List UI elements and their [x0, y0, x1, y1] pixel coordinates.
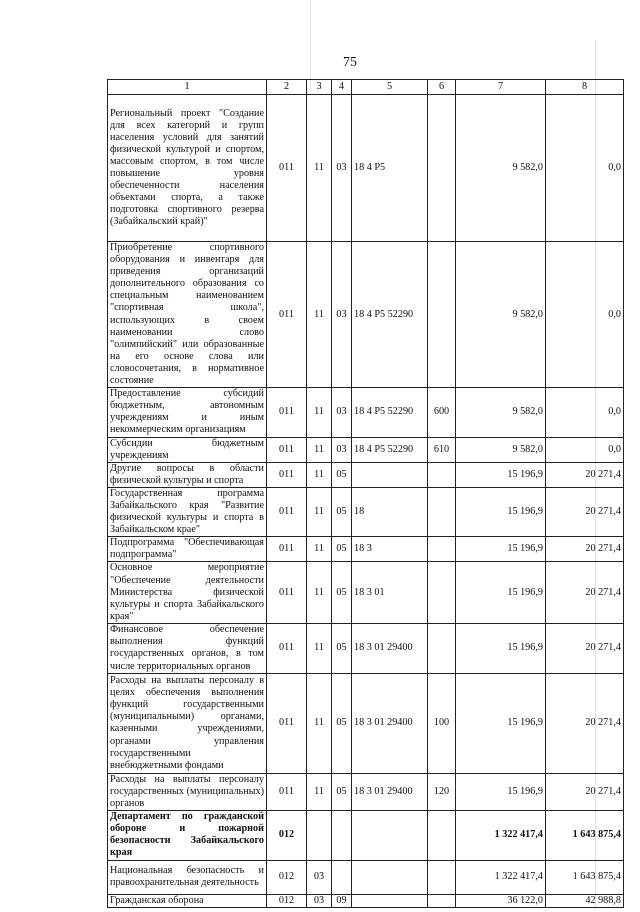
target-article-cell: 18 3 01 29400	[352, 773, 428, 810]
table-header-row	[108, 80, 624, 95]
column-header: 8	[546, 80, 624, 95]
column-header: 4	[332, 80, 352, 95]
row-name-cell: Расходы на выплаты персоналу государственных (муниципальных) органов	[108, 773, 267, 810]
target-article-cell	[352, 462, 428, 487]
column-header: 5	[352, 80, 428, 95]
row-name-cell: Приобретение спортивного оборудования и инвентаря для приведения организаций дополнительного образования со специальным наименованием "спортивная школа", использующих в своем наименовании слово "олимпийский" или образованные на его основе слова или словосочетания, в нормативное состояние	[108, 242, 267, 388]
subsection-code-cell: 05	[332, 462, 352, 487]
subsection-code-cell: 03	[332, 388, 352, 437]
section-code-cell: 11	[307, 623, 332, 673]
table-row	[108, 537, 624, 562]
amount-col7-cell: 36 122,0	[456, 894, 546, 907]
table-row	[108, 242, 624, 388]
target-article-cell: 18 3	[352, 537, 428, 562]
target-article-cell: 18 3 01 29400	[352, 623, 428, 673]
amount-col8-cell: 20 271,4	[546, 673, 624, 773]
table-row	[108, 623, 624, 673]
section-code-cell: 11	[307, 562, 332, 623]
amount-col7-cell: 15 196,9	[456, 537, 546, 562]
target-article-cell	[352, 811, 428, 860]
table-row	[108, 437, 624, 462]
target-article-cell: 18 4 P5 52290	[352, 242, 428, 388]
amount-col8-cell: 20 271,4	[546, 487, 624, 536]
amount-col8-cell: 0,0	[546, 388, 624, 437]
table-row	[108, 811, 624, 860]
row-name-cell: Государственная программа Забайкальского края "Развитие физической культуры и спорта в Забайкальском крае"	[108, 487, 267, 536]
target-article-cell: 18 4 P5	[352, 95, 428, 242]
amount-col7-cell: 15 196,9	[456, 773, 546, 810]
table-row	[108, 894, 624, 907]
table-row	[108, 388, 624, 437]
table-row	[108, 773, 624, 810]
row-name-cell: Расходы на выплаты персоналу в целях обеспечения выполнения функций государственными (муниципальными) органами, казенными учреждениями, органами управления государственными внебюджетными фондами	[108, 673, 267, 773]
amount-col7-cell: 15 196,9	[456, 487, 546, 536]
amount-col7-cell: 15 196,9	[456, 462, 546, 487]
column-header: 6	[428, 80, 456, 95]
amount-col8-cell: 0,0	[546, 242, 624, 388]
expense-type-cell: 610	[428, 437, 456, 462]
expense-type-cell	[428, 894, 456, 907]
ministry-code-cell: 012	[267, 811, 307, 860]
target-article-cell: 18 3 01 29400	[352, 673, 428, 773]
ministry-code-cell: 011	[267, 95, 307, 242]
subsection-code-cell: 03	[332, 95, 352, 242]
expense-type-cell: 120	[428, 773, 456, 810]
section-code-cell: 11	[307, 95, 332, 242]
subsection-code-cell: 03	[332, 242, 352, 388]
column-header: 7	[456, 80, 546, 95]
subsection-code-cell	[332, 811, 352, 860]
expense-type-cell	[428, 562, 456, 623]
row-name-cell: Финансовое обеспечение выполнения функций государственных органов, в том числе территориальных органов	[108, 623, 267, 673]
section-code-cell	[307, 811, 332, 860]
amount-col7-cell: 1 322 417,4	[456, 860, 546, 894]
section-code-cell: 11	[307, 673, 332, 773]
amount-col7-cell: 15 196,9	[456, 673, 546, 773]
amount-col7-cell: 1 322 417,4	[456, 811, 546, 860]
row-name-cell: Национальная безопасность и правоохранительная деятельность	[108, 860, 267, 894]
subsection-code-cell: 05	[332, 673, 352, 773]
row-name-cell: Региональный проект "Создание для всех категорий и групп населения условий для занятий физической культурой и спортом, массовым спортом, в том числе повышение уровня обеспеченности населения объектами спорта, а также подготовка спортивного резерва (Забайкальский край)"	[108, 95, 267, 242]
amount-col8-cell: 20 271,4	[546, 623, 624, 673]
target-article-cell: 18	[352, 487, 428, 536]
table-row	[108, 860, 624, 894]
amount-col7-cell: 9 582,0	[456, 388, 546, 437]
expense-type-cell	[428, 487, 456, 536]
expense-type-cell	[428, 462, 456, 487]
subsection-code-cell: 05	[332, 623, 352, 673]
section-code-cell: 11	[307, 437, 332, 462]
target-article-cell: 18 4 P5 52290	[352, 388, 428, 437]
table-row	[108, 462, 624, 487]
amount-col7-cell: 15 196,9	[456, 562, 546, 623]
ministry-code-cell: 011	[267, 623, 307, 673]
expense-type-cell: 100	[428, 673, 456, 773]
expense-type-cell	[428, 623, 456, 673]
row-name-cell: Другие вопросы в области физической культуры и спорта	[108, 462, 267, 487]
ministry-code-cell: 012	[267, 860, 307, 894]
table-row	[108, 487, 624, 536]
section-code-cell: 11	[307, 242, 332, 388]
subsection-code-cell: 05	[332, 773, 352, 810]
amount-col8-cell: 20 271,4	[546, 462, 624, 487]
ministry-code-cell: 011	[267, 562, 307, 623]
expense-type-cell	[428, 537, 456, 562]
amount-col8-cell: 20 271,4	[546, 537, 624, 562]
budget-table	[107, 79, 624, 908]
scan-artifact-line	[310, 0, 311, 90]
expense-type-cell	[428, 242, 456, 388]
amount-col8-cell: 42 988,8	[546, 894, 624, 907]
subsection-code-cell: 03	[332, 437, 352, 462]
ministry-code-cell: 011	[267, 242, 307, 388]
subsection-code-cell: 05	[332, 537, 352, 562]
subsection-code-cell: 05	[332, 487, 352, 536]
target-article-cell	[352, 860, 428, 894]
subsection-code-cell	[332, 860, 352, 894]
row-name-cell: Основное мероприятие "Обеспечение деятельности Министерства физической культуры и спорта Забайкальского края"	[108, 562, 267, 623]
ministry-code-cell: 011	[267, 537, 307, 562]
target-article-cell: 18 3 01	[352, 562, 428, 623]
amount-col8-cell: 1 643 875,4	[546, 811, 624, 860]
amount-col8-cell: 0,0	[546, 437, 624, 462]
subsection-code-cell: 05	[332, 562, 352, 623]
column-header: 2	[267, 80, 307, 95]
amount-col8-cell: 20 271,4	[546, 562, 624, 623]
table-row	[108, 95, 624, 242]
amount-col7-cell: 9 582,0	[456, 437, 546, 462]
amount-col7-cell: 15 196,9	[456, 623, 546, 673]
section-code-cell: 11	[307, 537, 332, 562]
table-row	[108, 673, 624, 773]
table-row	[108, 562, 624, 623]
expense-type-cell	[428, 860, 456, 894]
section-code-cell: 11	[307, 773, 332, 810]
expense-type-cell: 600	[428, 388, 456, 437]
target-article-cell: 18 4 P5 52290	[352, 437, 428, 462]
ministry-code-cell: 012	[267, 894, 307, 907]
row-name-cell: Подпрограмма "Обеспечивающая подпрограмма"	[108, 537, 267, 562]
column-header: 1	[108, 80, 267, 95]
row-name-cell: Предоставление субсидий бюджетным, автономным учреждениям и иным некоммерческим организациям	[108, 388, 267, 437]
row-name-cell: Субсидии бюджетным учреждениям	[108, 437, 267, 462]
section-code-cell: 11	[307, 388, 332, 437]
ministry-code-cell: 011	[267, 388, 307, 437]
target-article-cell	[352, 894, 428, 907]
expense-type-cell	[428, 95, 456, 242]
page-number: 75	[343, 55, 357, 70]
section-code-cell: 03	[307, 894, 332, 907]
ministry-code-cell: 011	[267, 437, 307, 462]
ministry-code-cell: 011	[267, 773, 307, 810]
amount-col7-cell: 9 582,0	[456, 242, 546, 388]
section-code-cell: 03	[307, 860, 332, 894]
expense-type-cell	[428, 811, 456, 860]
column-header: 3	[307, 80, 332, 95]
amount-col8-cell: 1 643 875,4	[546, 860, 624, 894]
row-name-cell: Гражданская оборона	[108, 894, 267, 907]
row-name-cell: Департамент по гражданской обороне и пожарной безопасности Забайкальского края	[108, 811, 267, 860]
ministry-code-cell: 011	[267, 487, 307, 536]
section-code-cell: 11	[307, 462, 332, 487]
section-code-cell: 11	[307, 487, 332, 536]
amount-col8-cell: 0,0	[546, 95, 624, 242]
amount-col7-cell: 9 582,0	[456, 95, 546, 242]
amount-col8-cell: 20 271,4	[546, 773, 624, 810]
subsection-code-cell: 09	[332, 894, 352, 907]
ministry-code-cell: 011	[267, 673, 307, 773]
ministry-code-cell: 011	[267, 462, 307, 487]
